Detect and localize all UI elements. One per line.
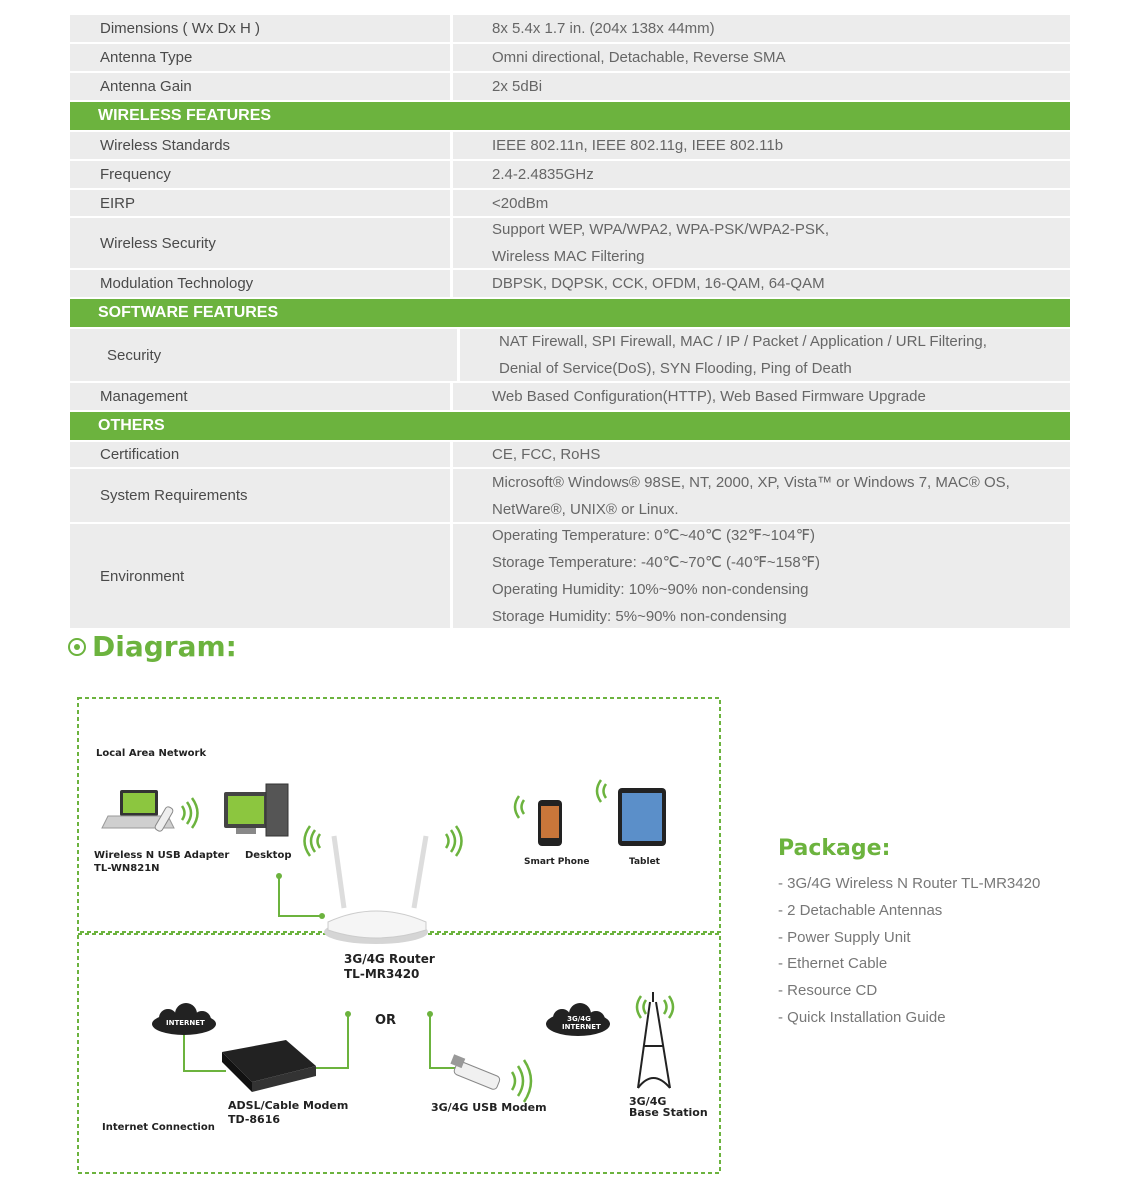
usb-modem-label: 3G/4G USB Modem	[431, 1101, 547, 1114]
spec-row-frequency	[70, 161, 1070, 190]
spec-value-line: Operating Temperature: 0℃~40℃ (32℉~104℉)	[492, 527, 815, 544]
desktop-icon	[224, 784, 288, 836]
spec-label: Wireless Standards	[100, 137, 231, 154]
spec-value-line: CE, FCC, RoHS	[492, 446, 601, 463]
spec-value-line: <20dBm	[492, 194, 549, 212]
spec-row-wireless-security	[70, 218, 1070, 270]
spec-value-line: Web Based Configuration(HTTP), Web Based Firmware Upgrade	[492, 388, 926, 405]
package-item: - 3G/4G Wireless N Router TL-MR3420	[778, 875, 1041, 892]
spec-label: Antenna Gain	[100, 78, 192, 95]
spec-row-dimensions	[70, 15, 1070, 44]
spec-label: EIRP	[100, 194, 136, 212]
spec-value	[450, 161, 1070, 188]
spec-label: Certification	[100, 446, 180, 463]
spec-value-line: DBPSK, DQPSK, CCK, OFDM, 16-QAM, 64-QAM	[492, 275, 825, 292]
package-item: - Resource CD	[778, 982, 878, 1000]
spec-value-line: Microsoft® Windows® 98SE, NT, 2000, XP, Vista™ or Windows 7, MAC® OS,	[492, 473, 1010, 491]
modem-icon	[222, 1040, 316, 1092]
router-name: 3G/4G Router	[344, 952, 435, 966]
spec-value	[450, 442, 1070, 467]
modem-label	[228, 1099, 348, 1127]
spec-label: Management	[100, 388, 188, 405]
spec-row-certification	[70, 442, 1070, 469]
section-header-others: OTHERS	[70, 412, 1070, 442]
spec-row-modulation	[70, 270, 1070, 299]
section-header-software: SOFTWARE FEATURES	[70, 299, 1070, 329]
spec-value	[450, 383, 1070, 410]
smart-phone-label: Smart Phone	[524, 857, 590, 867]
spec-row-antenna-gain	[70, 73, 1070, 102]
spec-row-wireless-standards	[70, 132, 1070, 161]
modem-name: ADSL/Cable Modem	[228, 1099, 349, 1112]
spec-row-management	[70, 383, 1070, 412]
spec-value-line: Omni directional, Detachable, Reverse SMA	[492, 49, 786, 66]
package-item: - Ethernet Cable	[778, 955, 888, 973]
spec-value	[450, 524, 1070, 628]
usb-adapter-name: Wireless N USB Adapter	[94, 850, 230, 861]
internet-3g-cloud-label	[562, 1015, 601, 1031]
spec-value-line: Denial of Service(DoS), SYN Flooding, Ping of Death	[499, 360, 852, 377]
diagram-graphics	[76, 696, 722, 1176]
spec-label: Security	[107, 346, 162, 364]
spec-label: System Requirements	[100, 487, 248, 504]
spec-row-antenna-type	[70, 44, 1070, 73]
spec-value	[450, 15, 1070, 42]
section-header-wireless: WIRELESS FEATURES	[70, 102, 1070, 132]
spec-label: Wireless Security	[100, 234, 216, 252]
spec-label: Frequency	[100, 166, 171, 183]
spec-row-eirp	[70, 190, 1070, 218]
package-list	[778, 871, 1040, 1032]
router-icon	[324, 836, 428, 944]
network-diagram	[76, 696, 722, 1176]
spec-label: Dimensions ( Wx Dx H )	[100, 20, 261, 37]
package-title: Package:	[778, 836, 891, 861]
spec-value	[450, 270, 1070, 297]
spec-row-system-requirements	[70, 469, 1070, 524]
router-model: TL-MR3420	[344, 967, 420, 981]
spec-value-line: NAT Firewall, SPI Firewall, MAC / IP / Packet / Application / URL Filtering,	[499, 333, 987, 350]
modem-model: TD-8616	[228, 1113, 281, 1126]
internet-3g-cloud-bottom: INTERNET	[562, 1023, 601, 1031]
usb-modem-icon	[450, 1054, 500, 1090]
spec-value	[450, 190, 1070, 216]
base-station-bottom: Base Station	[629, 1106, 708, 1119]
internet-cloud-label: INTERNET	[166, 1019, 205, 1027]
spec-value-line: Storage Temperature: -40℃~70℃ (-40℉~158℉)	[492, 554, 820, 571]
spec-value-line: IEEE 802.11n, IEEE 802.11g, IEEE 802.11b	[492, 137, 784, 154]
usb-adapter-model: TL-WN821N	[94, 863, 160, 874]
tablet-icon	[618, 788, 666, 846]
router-label	[344, 952, 435, 982]
spec-label: Antenna Type	[100, 49, 193, 66]
spec-value-line: 8x 5.4x 1.7 in. (204x 138x 44mm)	[492, 20, 715, 37]
package-item: - 2 Detachable Antennas	[778, 901, 943, 919]
spec-value-line: 2.4-2.4835GHz	[492, 166, 594, 183]
spec-value-line: Wireless MAC Filtering	[492, 248, 645, 265]
spec-value	[450, 218, 1070, 268]
internet-connection-label: Internet Connection	[102, 1122, 215, 1133]
package-item: - Power Supply Unit	[778, 928, 911, 946]
desktop-label: Desktop	[245, 850, 292, 861]
tablet-label: Tablet	[629, 857, 660, 867]
base-station-top: 3G/4G	[629, 1095, 667, 1108]
spec-row-security	[70, 329, 1070, 383]
spec-value	[450, 73, 1070, 100]
spec-label: Modulation Technology	[100, 275, 254, 292]
internet-3g-cloud-top: 3G/4G	[567, 1015, 591, 1023]
diagram-bullet-icon	[68, 638, 86, 656]
package-item: - Quick Installation Guide	[778, 1008, 946, 1026]
usb-adapter-label	[94, 849, 229, 875]
spec-value-line: Support WEP, WPA/WPA2, WPA-PSK/WPA2-PSK,	[492, 221, 830, 238]
diagram-title-text: Diagram:	[92, 630, 237, 663]
phone-icon	[538, 800, 562, 846]
diagram-title	[68, 630, 237, 663]
lan-label: Local Area Network	[96, 748, 207, 759]
spec-value-line: NetWare®, UNIX® or Linux.	[492, 500, 679, 518]
base-station-label	[629, 1096, 708, 1118]
package-section	[778, 836, 1040, 1032]
or-label: OR	[375, 1013, 397, 1028]
spec-value-line: 2x 5dBi	[492, 78, 543, 95]
spec-value	[450, 44, 1070, 71]
spec-value-line: Operating Humidity: 10%~90% non-condensing	[492, 581, 809, 598]
spec-row-environment	[70, 524, 1070, 630]
spec-value	[450, 132, 1070, 159]
spec-label: Environment	[100, 567, 185, 585]
spec-table	[70, 15, 1070, 630]
spec-value	[457, 329, 1070, 381]
spec-value-line: Storage Humidity: 5%~90% non-condensing	[492, 608, 787, 625]
spec-value	[450, 469, 1070, 522]
